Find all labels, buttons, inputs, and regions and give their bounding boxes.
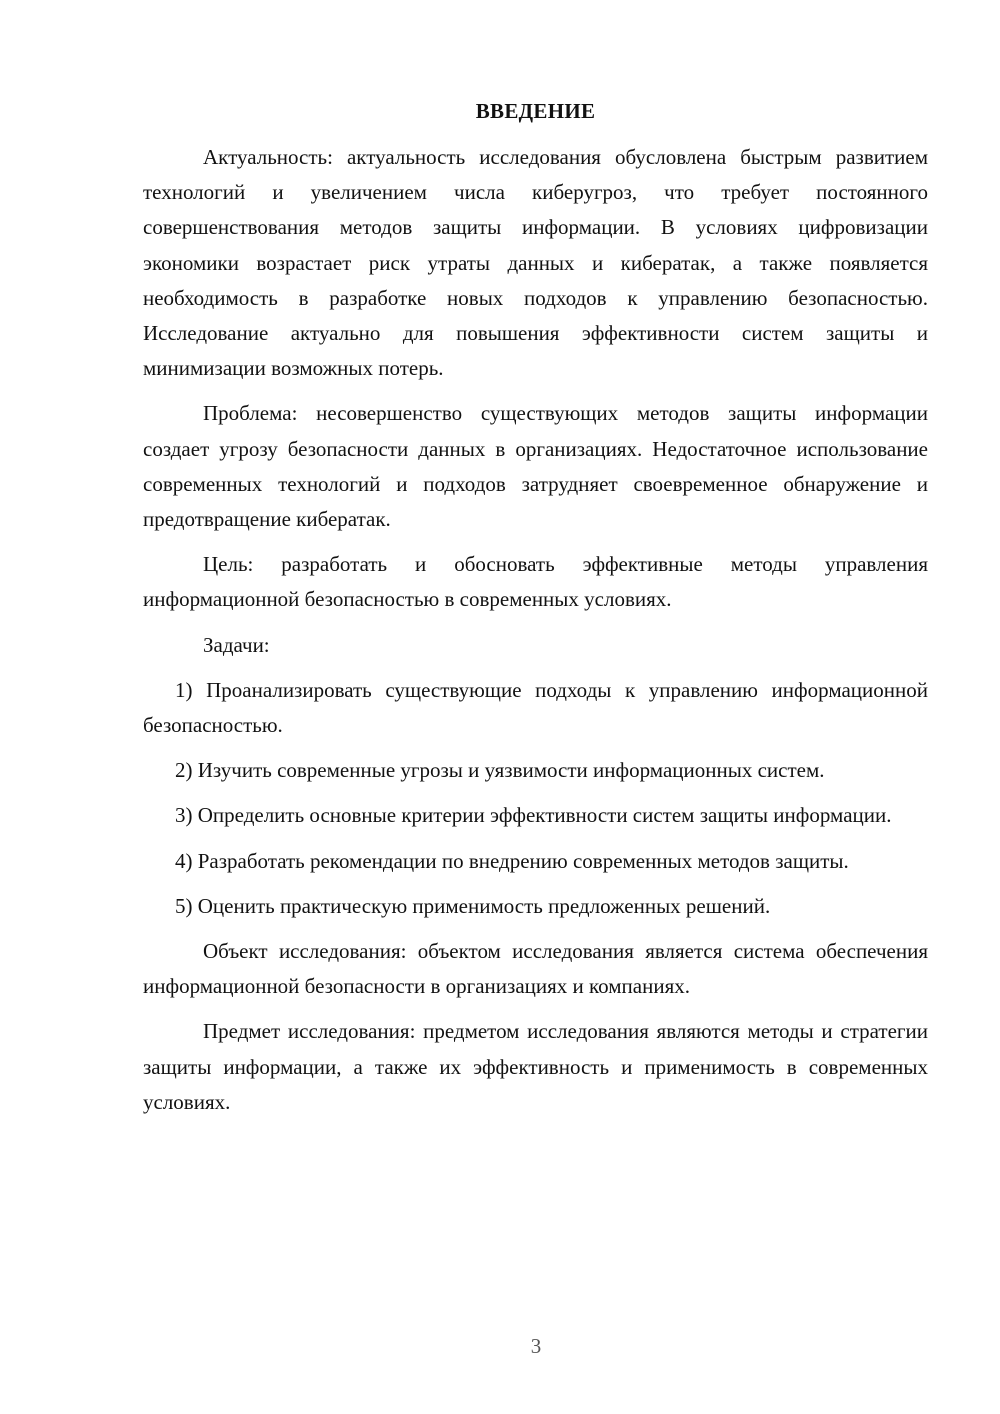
list-item: 2) Изучить современные угрозы и уязвимости информационных систем. — [175, 758, 825, 783]
list-item: 4) Разработать рекомендации по внедрению современных методов защиты. — [175, 848, 849, 873]
list-item: 5) Оценить практическую применимость предложенных решений. — [175, 893, 771, 918]
list-item: 3) Определить основные критерии эффективности систем защиты информации. — [175, 803, 892, 828]
paragraph-object: Объект исследования: объектом исследования является система обеспечения информационной безопасности в организациях и компаниях. — [143, 939, 928, 999]
page-content — [143, 96, 928, 1130]
paragraph-relevance: Актуальность: актуальность исследования обусловлена быстрым развитием технологий и увеличением числа киберугроз, что требует постоянного совершенствования методов защиты информации. В условиях цифровизации экономики возрастает риск утраты данных и кибератак, а также появляется необходимость в разработке новых подходов к управлению безопасностью. Исследование актуально для повышения эффективности систем защиты и минимизации возможных потерь. — [143, 145, 928, 381]
page-title: ВВЕДЕНИЕ — [475, 99, 596, 123]
tasks-list — [143, 673, 928, 924]
paragraph-goal: Цель: разработать и обосновать эффективные методы управления информационной безопасностью в современных условиях. — [143, 552, 928, 612]
paragraph-subject: Предмет исследования: предметом исследования являются методы и стратегии защиты информации, а также их эффективность и применимость в современных условиях. — [143, 1019, 928, 1114]
paragraph-problem: Проблема: несовершенство существующих методов защиты информации создает угрозу безопасности данных в организациях. Недостаточное использование современных технологий и подходов затрудняет своевременное обнаружение и предотвращение кибератак. — [143, 401, 928, 532]
list-item: 1) Проанализировать существующие подходы к управлению информационной безопасностью. — [143, 677, 928, 738]
tasks-label: Задачи: — [203, 632, 270, 657]
page-number: 3 — [530, 1334, 542, 1358]
